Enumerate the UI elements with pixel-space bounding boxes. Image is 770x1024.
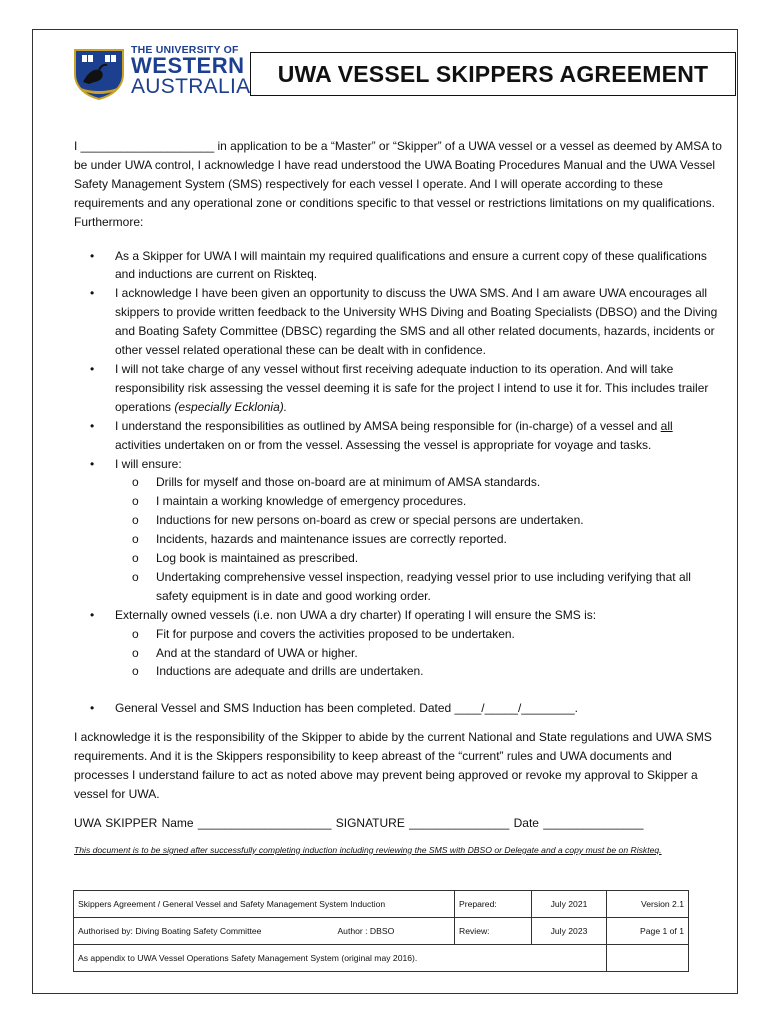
title-box [250,52,736,96]
bullet-icon: • [90,286,95,301]
sub-list-item: o I maintain a working knowledge of emergency procedures. [115,492,722,511]
intro-paragraph: I ____________________ in application to be a “Master” or “Skipper” of a UWA vessel or a vessel as deemed by AMSA to be under UWA control, I acknowledge I have read understood the UWA Boating Procedures Manual and the UWA Vessel Safety Management System (SMS) respectively for each vessel I operate. And I will operate according to these requirements and any operational zone or conditions specific to that vessel or restrictions limitations on my qualifications. Furthermore: [74,139,722,229]
table-cell: Version 2.1 [607,891,689,918]
sub-list-item: o Inductions are adequate and drills are undertaken. [115,662,722,681]
document-title: UWA VESSEL SKIPPERS AGREEMENT [277,60,709,87]
logo-line-2: WESTERN [131,53,245,78]
table-cell [607,945,689,972]
sub-list-item: o Undertaking comprehensive vessel inspection, readying vessel prior to use including verifying that all safety equipment is in date and good working order. [132,569,691,603]
table-cell: Prepared: [455,891,532,918]
all-emphasis: all [660,418,673,433]
signature-line: UWA SKIPPER Name ____________________ SIGNATURE _______________ Date _______________ [74,815,644,830]
table-row [74,945,689,972]
bullet-icon: • [90,456,95,471]
list-item: • I will ensure: o Drills for myself and those on-board are at minimum of AMSA standards. o I maintain a working knowledge of emergency procedures. o Inductions for new persons on-board as crew or special persons are undertaken. o Incidents, hazards and maintenance issues are correctly reported. o Log book is maintained as prescribed. o Undertaking comprehensive vessel inspection, readying vessel prior to use including verifying that all safety equipment is in date and good working order. [74,455,722,606]
table-cell: Skippers Agreement / General Vessel and Safety Management System Induction [74,891,455,918]
sub-list-item: o Fit for purpose and covers the activities proposed to be undertaken. [115,625,722,644]
circle-bullet-icon: o [132,551,139,566]
uwa-logo [73,44,251,100]
table-cell: Review: [455,918,532,945]
induction-date-line: General Vessel and SMS Induction has been completed. Dated ____/_____/________. [115,701,579,716]
list-item: • Externally owned vessels (i.e. non UWA a dry charter) If operating I will ensure the SMS is: o Fit for purpose and covers the activities proposed to be undertaken. o And at the standard of UWA or higher. o Inductions are adequate and drills are undertaken. [74,606,722,682]
table-cell: As appendix to UWA Vessel Operations Safety Management System (original may 2016). [74,945,607,972]
table-cell: Page 1 of 1 [607,918,689,945]
bullet-icon: • [90,701,95,716]
sub-list-item: o Inductions for new persons on-board as crew or special persons are undertaken. [115,511,722,530]
sub-list-item: o Log book is maintained as prescribed. [115,549,722,568]
table-cell: Authorised by: Diving Boating Safety Committee Author : DBSO [74,918,455,945]
circle-bullet-icon: o [132,626,139,641]
circle-bullet-icon: o [132,475,139,490]
circle-bullet-icon: o [132,513,139,528]
ecklonia-note: (especially Ecklonia). [174,399,288,414]
agreement-body [74,137,722,860]
bullet-icon: • [90,418,95,433]
sub-list-item: o Drills for myself and those on-board are at minimum of AMSA standards. [115,473,722,492]
bullet-icon: • [90,248,95,263]
table-row [74,891,689,918]
signing-note: This document is to be signed after successfully completing induction including reviewing the SMS with DBSO or Delegate and a copy must be on Riskteq. [74,844,662,855]
logo-line-1: THE UNIVERSITY OF [131,44,239,56]
list-item: • I will not take charge of any vessel without first receiving adequate induction to its operation. And will take responsibility risk assessing the vessel deeming it is safe for the project I intend to use it for. This includes trailer operations (especially Ecklonia). [90,361,709,414]
table-cell: July 2023 [532,918,607,945]
circle-bullet-icon: o [132,645,139,660]
external-vessel-sublist [115,625,722,682]
circle-bullet-icon: o [132,494,139,509]
table-cell: July 2021 [532,891,607,918]
bullet-icon: • [90,361,95,376]
bullet-icon: • [90,607,95,622]
list-item: • I acknowledge I have been given an opportunity to discuss the UWA SMS. And I am aware UWA encourages all skippers to provide written feedback to the University WHS Diving and Boating Specialists (DBSO) and the Diving and Boating Safety Committee (DBSC) regarding the SMS and all other related documents, hazards, incidents or other vessel related operational these can be dealt with in confidence. [90,286,718,358]
document-control-table [73,890,689,972]
ensure-sublist [115,473,722,605]
list-item [74,699,722,718]
closing-paragraph: I acknowledge it is the responsibility of the Skipper to abide by the current National and State regulations and UWA SMS requirements. And it is the Skippers responsibility to keep abreast of the “current” rules and UWA documents and processes I understand failure to act as noted above may prevent being approved or revoke my approval to Skipper a vessel for UWA. [74,730,712,801]
circle-bullet-icon: o [132,664,139,679]
logo-line-3: AUSTRALIA [131,75,251,98]
circle-bullet-icon: o [132,532,139,547]
circle-bullet-icon: o [132,569,139,584]
table-row [74,918,689,945]
list-item: • I understand the responsibilities as outlined by AMSA being responsible for (in-charge) of a vessel and all activities undertaken on or from the vessel. Assessing the vessel is appropriate for voyage and tasks. [90,418,673,452]
list-spacer [74,681,722,699]
sub-list-item: o And at the standard of UWA or higher. [115,644,722,663]
commitments-list [74,247,722,719]
list-item: • As a Skipper for UWA I will maintain my required qualifications and ensure a current copy of these qualifications and inductions are current on Riskteq. [90,248,707,282]
uwa-crest-icon [73,44,125,100]
sub-list-item: o Incidents, hazards and maintenance issues are correctly reported. [115,530,722,549]
